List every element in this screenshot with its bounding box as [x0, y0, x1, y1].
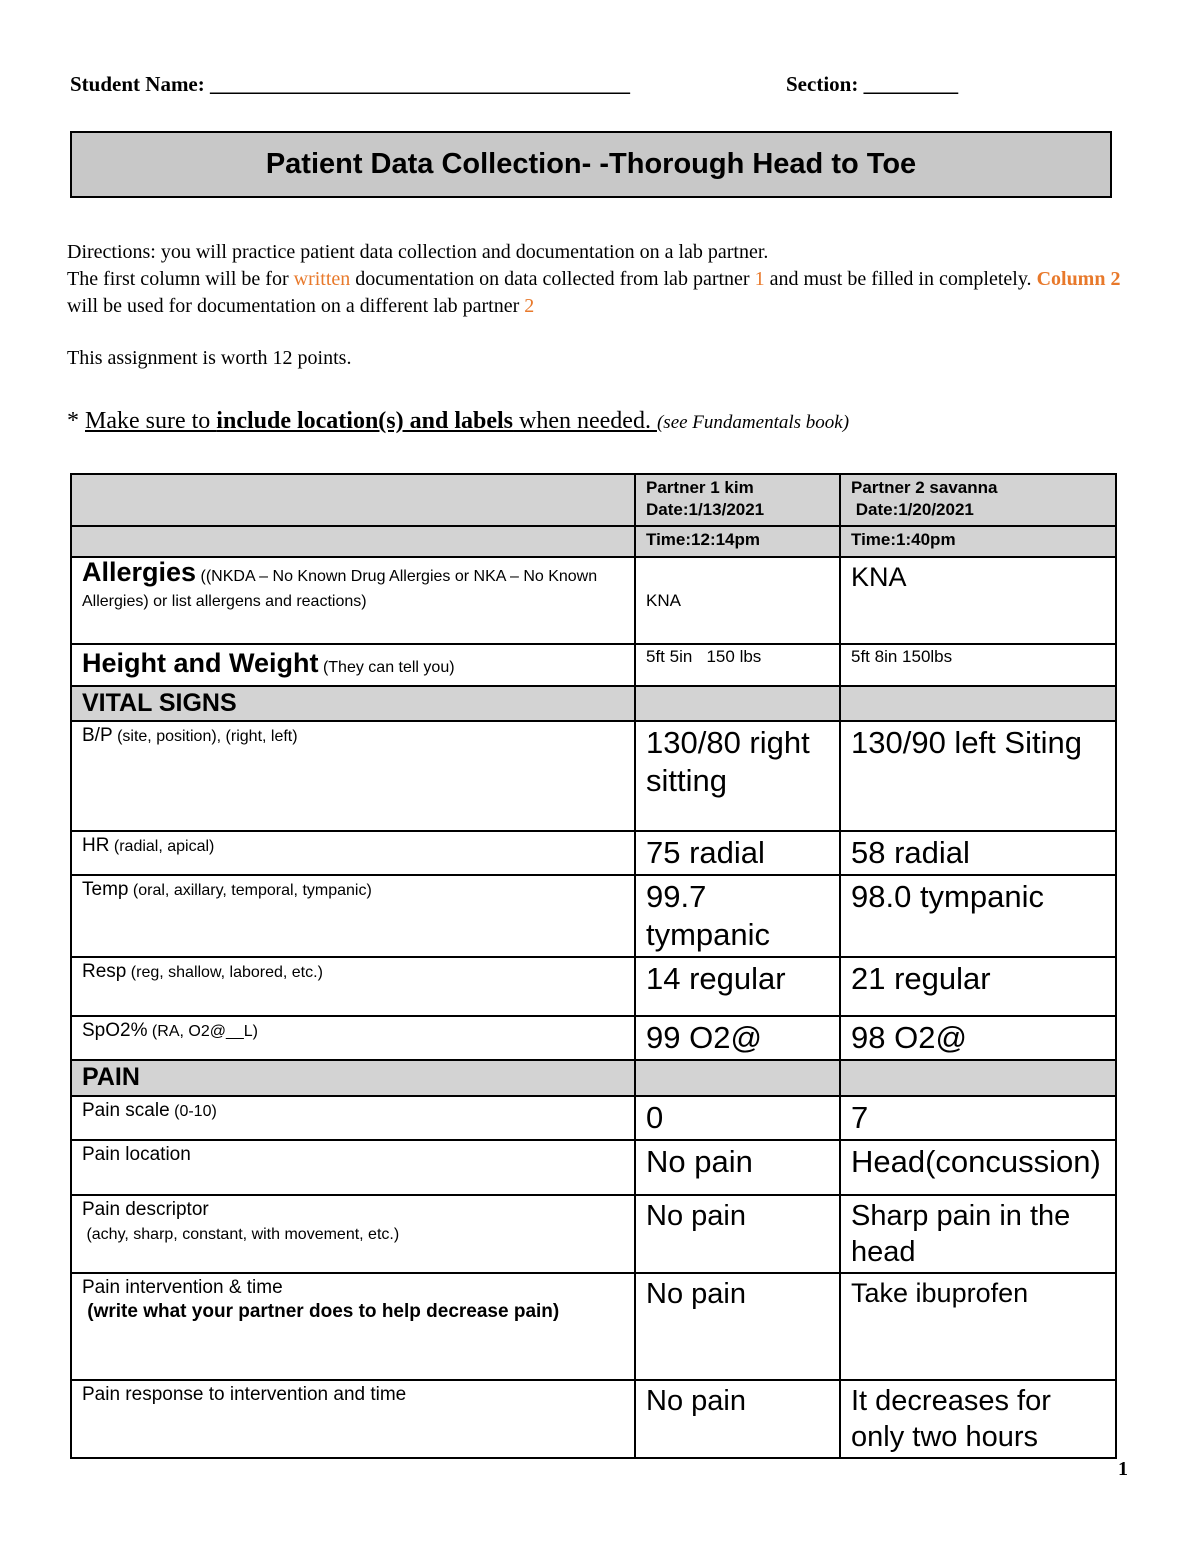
- directions-text: The first column will be for: [67, 268, 294, 290]
- height-weight-row: [71, 644, 1116, 686]
- make-sure-bold: include location(s) and labels: [216, 408, 514, 434]
- pain-descriptor-hint: (achy, sharp, constant, with movement, etc.): [82, 1226, 400, 1243]
- patient-data-table: [70, 473, 1117, 1459]
- pain-location-label: Pain location: [71, 1140, 635, 1195]
- partner1-header: [635, 474, 840, 526]
- allergies-title: Allergies: [82, 557, 197, 587]
- pain-location-p2[interactable]: Head(concussion): [840, 1140, 1116, 1195]
- blank-time-cell: [71, 526, 635, 557]
- pain-scale-p2[interactable]: 7: [840, 1096, 1116, 1140]
- pain-intervention-title: Pain intervention & time: [82, 1277, 283, 1298]
- resp-row: [71, 957, 1116, 1016]
- vital-signs-heading: VITAL SIGNS: [71, 686, 635, 721]
- star: *: [67, 408, 85, 434]
- temp-p1[interactable]: 99.7 tympanic: [635, 875, 840, 957]
- section-field[interactable]: Section: _________: [786, 72, 959, 96]
- bp-hint: (site, position), (right, left): [112, 728, 298, 745]
- pain-response-row: [71, 1380, 1116, 1458]
- blank-cell: [635, 1060, 840, 1096]
- hr-title: HR: [82, 835, 110, 856]
- directions-line-1: Directions: you will practice patient data collection and documentation on a lab partner.: [67, 241, 769, 263]
- page-number: 1: [1118, 1458, 1128, 1480]
- hr-hint: (radial, apical): [109, 838, 215, 855]
- partner-one-highlight: 1: [754, 268, 765, 290]
- spo2-hint: (RA, O2@__L): [147, 1023, 258, 1040]
- bp-p2[interactable]: 130/90 left Siting: [840, 721, 1116, 831]
- make-sure-note: [67, 408, 849, 435]
- resp-title: Resp: [82, 961, 127, 982]
- allergies-hint: ((NKDA – No Known Drug Allergies or NKA – No Known Allergies) or list allergens and reactions): [82, 568, 598, 610]
- bp-row: [71, 721, 1116, 831]
- partner1-time[interactable]: Time:12:14pm: [635, 526, 840, 557]
- temp-label: [71, 875, 635, 957]
- partner2-name: Partner 2 savanna: [851, 478, 998, 497]
- directions-text: will be used for documentation on a different lab partner: [67, 295, 525, 317]
- partner1-date: Date:1/13/2021: [646, 500, 765, 519]
- allergies-p2[interactable]: KNA: [840, 557, 1116, 644]
- time-row: [71, 526, 1116, 557]
- table-header-row: [71, 474, 1116, 526]
- pain-section-row: [71, 1060, 1116, 1096]
- spo2-p2[interactable]: 98 O2@: [840, 1016, 1116, 1060]
- pain-descriptor-label: [71, 1195, 635, 1273]
- pain-scale-title: Pain scale: [82, 1100, 170, 1121]
- pain-descriptor-title: Pain descriptor: [82, 1199, 209, 1220]
- height-weight-hint: (They can tell you): [318, 658, 455, 676]
- pain-scale-row: [71, 1096, 1116, 1140]
- hr-p1[interactable]: 75 radial: [635, 831, 840, 875]
- pain-descriptor-p1[interactable]: No pain: [635, 1195, 840, 1273]
- worth-note: This assignment is worth 12 points.: [67, 347, 352, 369]
- pain-response-p1[interactable]: No pain: [635, 1380, 840, 1458]
- hr-label: [71, 831, 635, 875]
- resp-label: [71, 957, 635, 1016]
- height-weight-label: [71, 644, 635, 686]
- blank-cell: [840, 1060, 1116, 1096]
- hr-row: [71, 831, 1116, 875]
- temp-hint: (oral, axillary, temporal, tympanic): [128, 882, 372, 899]
- height-weight-title: Height and Weight: [82, 647, 319, 678]
- bp-p1[interactable]: 130/80 right sitting: [635, 721, 840, 831]
- pain-intervention-hint: (write what your partner does to help decrease pain): [82, 1301, 560, 1322]
- partner2-time[interactable]: Time:1:40pm: [840, 526, 1116, 557]
- pain-intervention-row: [71, 1273, 1116, 1380]
- student-name-field[interactable]: Student Name: ________________________________________: [70, 72, 630, 96]
- pain-response-label: Pain response to intervention and time: [71, 1380, 635, 1458]
- hr-p2[interactable]: 58 radial: [840, 831, 1116, 875]
- pain-intervention-p2[interactable]: Take ibuprofen: [840, 1273, 1116, 1380]
- height-weight-p1[interactable]: 5ft 5in 150 lbs: [635, 644, 840, 686]
- allergies-row: [71, 557, 1116, 644]
- directions-line-2: [67, 266, 1127, 320]
- allergies-p1[interactable]: KNA: [635, 557, 840, 644]
- directions-text: documentation on data collected from lab partner: [350, 268, 755, 290]
- height-weight-p2[interactable]: 5ft 8in 150lbs: [840, 644, 1116, 686]
- directions-text: and must be filled in completely.: [764, 268, 1037, 290]
- pain-intervention-p1[interactable]: No pain: [635, 1273, 840, 1380]
- pain-scale-hint: (0-10): [169, 1103, 217, 1120]
- spo2-title: SpO2%: [82, 1020, 148, 1041]
- spo2-label: [71, 1016, 635, 1060]
- resp-hint: (reg, shallow, labored, etc.): [126, 964, 323, 981]
- pain-location-row: [71, 1140, 1116, 1195]
- pain-scale-label: [71, 1096, 635, 1140]
- vital-signs-row: [71, 686, 1116, 721]
- blank-header-cell: [71, 474, 635, 526]
- directions: [67, 239, 1127, 320]
- pain-location-p1[interactable]: No pain: [635, 1140, 840, 1195]
- pain-descriptor-p2[interactable]: Sharp pain in the head: [840, 1195, 1116, 1273]
- partner2-header: [840, 474, 1116, 526]
- resp-p1[interactable]: 14 regular: [635, 957, 840, 1016]
- make-sure-text: when needed.: [513, 408, 657, 434]
- partner1-name: Partner 1 kim: [646, 478, 754, 497]
- bp-title: B/P: [82, 725, 113, 746]
- resp-p2[interactable]: 21 regular: [840, 957, 1116, 1016]
- make-sure-text: Make sure to: [85, 408, 217, 434]
- pain-response-p2[interactable]: It decreases for only two hours: [840, 1380, 1116, 1458]
- pain-scale-p1[interactable]: 0: [635, 1096, 840, 1140]
- written-highlight: written: [293, 268, 351, 290]
- blank-cell: [635, 686, 840, 721]
- pain-descriptor-row: [71, 1195, 1116, 1273]
- pain-intervention-label: [71, 1273, 635, 1380]
- see-note: (see Fundamentals book): [656, 412, 850, 433]
- bp-label: [71, 721, 635, 831]
- partner-two-highlight: 2: [524, 295, 535, 317]
- temp-title: Temp: [82, 879, 129, 900]
- spo2-row: [71, 1016, 1116, 1060]
- allergies-label: [71, 557, 635, 644]
- spo2-p1[interactable]: 99 O2@: [635, 1016, 840, 1060]
- temp-row: [71, 875, 1116, 957]
- pain-heading: PAIN: [71, 1060, 635, 1096]
- partner2-date: Date:1/20/2021: [851, 500, 974, 519]
- page-title: Patient Data Collection- -Thorough Head to Toe: [70, 131, 1112, 198]
- column-two-highlight: Column 2: [1036, 268, 1121, 290]
- temp-p2[interactable]: 98.0 tympanic: [840, 875, 1116, 957]
- blank-cell: [840, 686, 1116, 721]
